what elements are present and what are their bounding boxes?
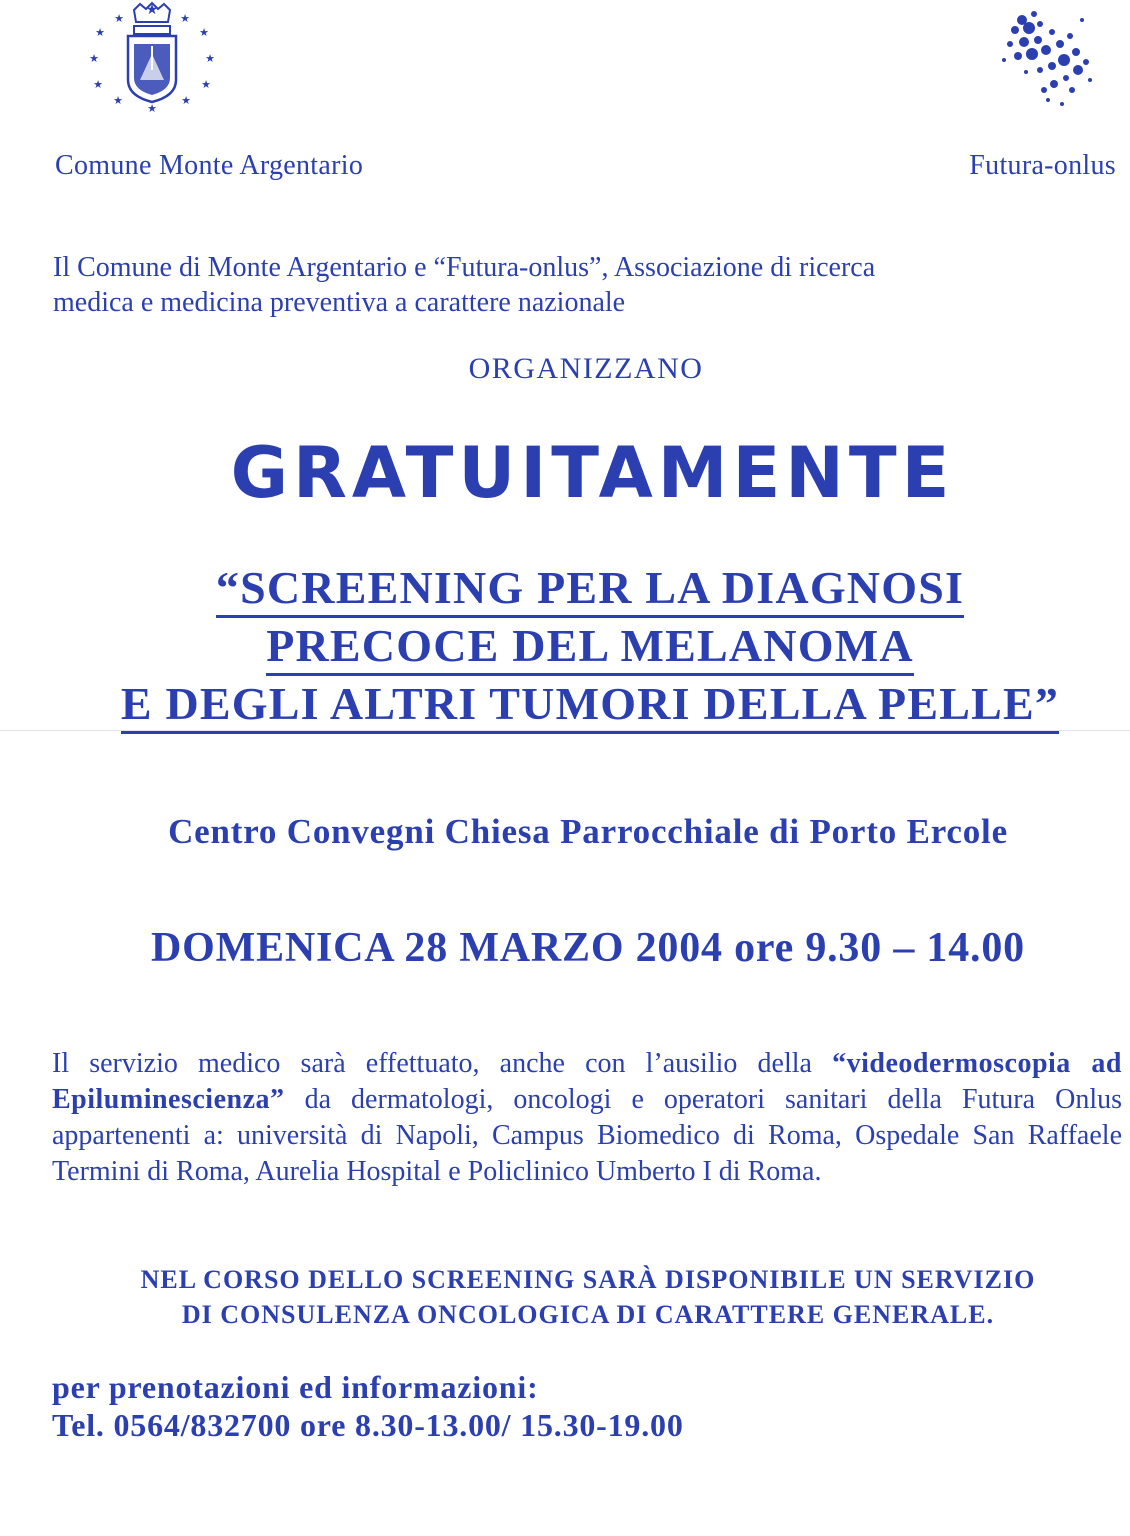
svg-text:★: ★ xyxy=(145,2,159,18)
intro-line: medica e medicina preventiva a carattere nazionale xyxy=(53,287,626,318)
svg-text:★: ★ xyxy=(93,78,103,91)
title-line: PRECOCE DEL MELANOMA xyxy=(266,618,914,676)
title-line: E DEGLI ALTRI TUMORI DELLA PELLE” xyxy=(121,676,1059,734)
headline: GRATUITAMENTE xyxy=(230,432,955,514)
svg-text:★: ★ xyxy=(147,102,157,115)
left-organization-name: Comune Monte Argentario xyxy=(55,150,364,181)
svg-text:★: ★ xyxy=(180,12,190,25)
contact-phone: Tel. 0564/832700 ore 8.30-13.00/ 15.30-19.00 xyxy=(52,1407,684,1443)
intro-paragraph xyxy=(53,250,1083,320)
consultation-notice xyxy=(0,1262,1130,1332)
paper-fold-line xyxy=(0,730,1130,731)
notice-line: DI CONSULENZA ONCOLOGICA DI CARATTERE GENERALE. xyxy=(181,1300,995,1329)
futura-onlus-logo-icon xyxy=(982,0,1100,112)
right-organization-name: Futura-onlus xyxy=(969,150,1116,181)
svg-text:★: ★ xyxy=(199,26,209,39)
venue: Centro Convegni Chiesa Parrocchiale di Porto Ercole xyxy=(168,812,1008,851)
svg-text:★: ★ xyxy=(89,52,99,65)
description-text: Il servizio medico sarà effettuato, anche con l’ausilio della xyxy=(52,1048,812,1079)
svg-text:★: ★ xyxy=(201,78,211,91)
title-line: “SCREENING PER LA DIAGNOSI xyxy=(216,560,964,618)
intro-line: Il Comune di Monte Argentario e “Futura-onlus”, Associazione di ricerca xyxy=(53,252,876,283)
svg-text:★: ★ xyxy=(114,12,124,25)
contact-info xyxy=(52,1368,684,1444)
description-text: da dermatologi, oncologi e operatori sanitari della Futura Onlus appartenenti a: università di Napoli, Campus Biomedico di Roma, Ospedale San Raffaele Termini di Roma, Aurelia Hospital e Policlinico Umberto I di Roma. xyxy=(52,1084,1123,1187)
service-description xyxy=(52,1046,1122,1190)
description-bold-text: “videodermoscopia ad Epiluminescienza” xyxy=(52,1048,1123,1115)
svg-text:★: ★ xyxy=(95,26,105,39)
organizzano-heading: ORGANIZZANO xyxy=(468,352,704,385)
svg-text:★: ★ xyxy=(181,94,191,107)
coat-of-arms-icon xyxy=(82,0,222,115)
event-title xyxy=(0,560,1130,734)
notice-line: NEL CORSO DELLO SCREENING SARÀ DISPONIBILE UN SERVIZIO xyxy=(140,1265,1036,1294)
svg-text:★: ★ xyxy=(205,52,215,65)
event-date: DOMENICA 28 MARZO 2004 ore 9.30 – 14.00 xyxy=(151,925,1025,971)
contact-label: per prenotazioni ed informazioni: xyxy=(52,1369,539,1405)
svg-text:★: ★ xyxy=(113,94,123,107)
